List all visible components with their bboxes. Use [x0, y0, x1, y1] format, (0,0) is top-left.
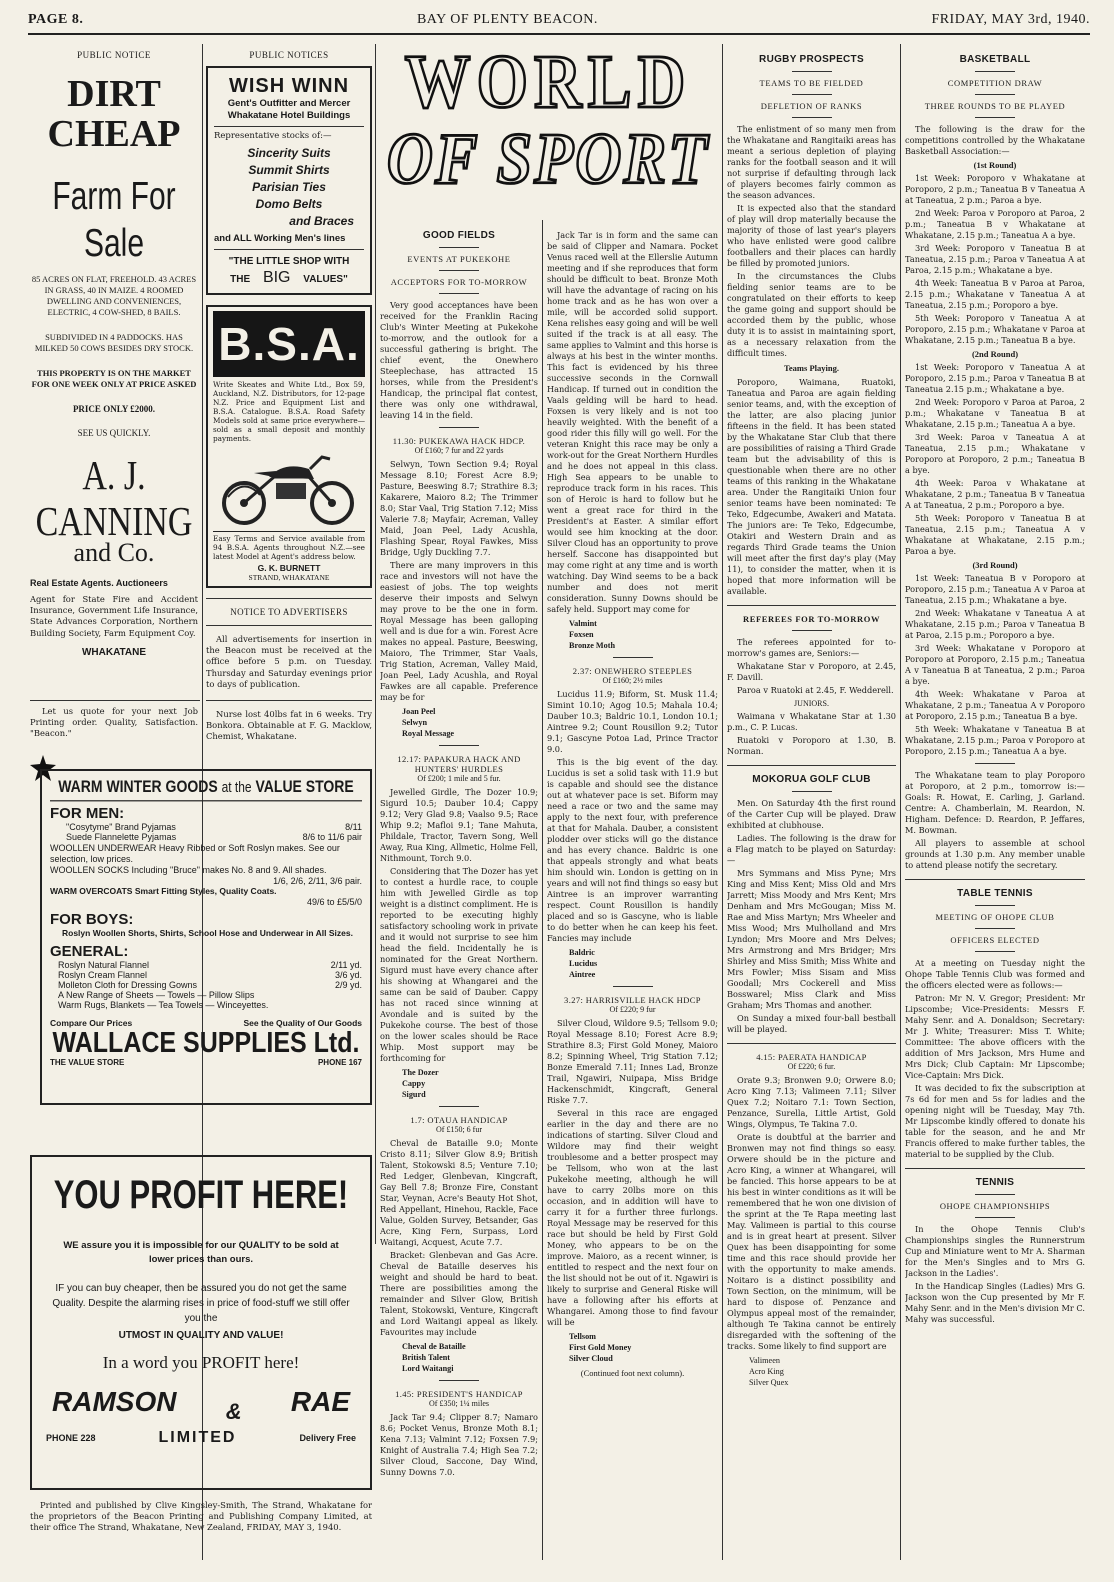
golf-para: On Sunday a mixed four-ball bestball will be played.	[727, 1013, 896, 1034]
ramson-rae-ad	[30, 1155, 372, 1490]
tennis-sub: OHOPE CHAMPIONSHIPS	[939, 1201, 1051, 1211]
table-tennis-sub-1: MEETING OF OHOPE CLUB	[935, 912, 1055, 922]
boys-line: Roslyn Woollen Shorts, Shirts, School Hose and Underwear in All Sizes.	[62, 928, 353, 938]
socks-line: WOOLLEN SOCKS Including "Bruce" makes No. 8 and 9. All shades.	[50, 865, 327, 875]
juniors-heading: JUNIORS.	[794, 699, 829, 708]
referee-line: Whakatane Star v Poroporo, at 2.45, F. Davill.	[727, 661, 896, 682]
race-preview: This is the big event of the day. Lucidus is set a solid task with 11.9 but is capable and should see the distance out at whatever pace is set. Biform may need a race or two and the same may apply to the next four, with preference at that for Mahala. Dauber, a consistent plodder over sticks will go the distance and has every chance. Baldric is one that appeals strongly and what beats him should win. London is getting on in years and will not find things so easy but Aintree is an improver warranting respect. Count Rousillon is handily placed and so is Gascyne, who is liable to do better when he can keep his feet. Fancies may include	[547, 757, 718, 943]
referee-line: Ruatoki v Poroporo at 1.30, B. Norman.	[727, 735, 896, 756]
paddocks-text: SUBDIVIDED IN 4 PADDOCKS. HAS MILKED 50 COWS BESIDES DRY STOCK.	[34, 332, 194, 353]
golf-heading: MOKORUA GOLF CLUB	[752, 774, 871, 785]
fixture: 1st Week: Poroporo v Whakatane at Poroporo, 2 p.m.; Taneatua B v Taneatua A at Taneatua, 2 p.m.; Paroa a bye.	[905, 173, 1085, 205]
race-stake: Of £150; 6 fur	[436, 1125, 482, 1134]
dirt-cheap-ad	[30, 50, 198, 710]
race-preview: Considering that The Dozer has yet to contest a hurdle race, to couple him with Jewelled Girdle as top weight is a distinct compliment. He is reported to be executing highly satisfactory schooling work in private and it would not surprise to see him head the field. Incidentally he is nominated for the Great Northern. Sigurd must have every chance after his showing at Whangarei and the same can be said of Dauber. Cappy has not raced since winning at Avondale and is suited by the Pukekohe course. The best of those on the lower scales should be Race Whip. Most support may be forthcoming for	[380, 866, 538, 1063]
race-field: Selwyn, Town Section 9.4; Royal Message 8.10; Forest Acre 8.9; Pasture, Beeswing 8.7; Strathire 8.3; Kakarere, Maioro 8.2; The Trimmer 8.0; Star Vaal, Trig Station 7.12; Miss Valerie 7.8; Mayfair, Acreman, Valley Maid, Joan Peel, Lady Acushla, Flashing Spear, Royal Fawkes, Miss Bridge, Ugly Duckling 7.7.	[380, 459, 538, 557]
table-tennis-para: At a meeting on Tuesday night the Ohope Table Tennis Club was formed and the officers elected were as follows:—	[905, 958, 1085, 990]
fixture: 3rd Week: Poroporo v Taneatua B at Taneatua, 2.15 p.m.; Paroa v Taneatua A at Paroa, 2.15 p.m.; Whakatane a bye.	[905, 243, 1085, 275]
cheap-heading: CHEAP	[47, 113, 181, 155]
race-picks: Cheval de Bataille British Talent Lord Waitangi	[402, 1342, 466, 1373]
race-picks: Tellsom First Gold Money Silver Cloud	[569, 1332, 632, 1363]
basketball-sub-1: COMPETITION DRAW	[947, 78, 1043, 88]
tennis-heading: TENNIS	[975, 1177, 1015, 1188]
race-title: 12.17: PAPAKURA HACK AND HUNTERS' HURDLES	[397, 754, 521, 774]
fixture: 3rd Week: Paroa v Taneatua A at Taneatua, 2.15 p.m.; Whakatane v Poroporo at Poroporo, 2 p.m.; Taneatua B a bye.	[905, 432, 1085, 475]
masthead-rule	[28, 33, 1090, 35]
sport-column-left	[380, 222, 538, 1572]
pyjamas-line: "Cosytyme" Brand Pyjamas 8/11	[66, 822, 362, 832]
working-lines: and ALL Working Men's lines	[214, 233, 346, 244]
general-heading: GENERAL:	[50, 943, 129, 960]
wallace-name: WALLACE SUPPLIES Ltd.	[52, 1026, 360, 1060]
utmost-text: UTMOST IN QUALITY AND VALUE!	[118, 1330, 284, 1341]
stock-item: Summit Shirts	[248, 163, 330, 177]
underwear-line: WOOLLEN UNDERWEAR Heavy Ribbed or Soft Roslyn makes. See our selection, low prices.	[50, 843, 340, 864]
race-picks: Baldric Lucidus Aintree	[569, 948, 598, 979]
race-stake: Of £160; 2½ miles	[602, 676, 663, 685]
race-field: Jewelled Girdle, The Dozer 10.9; Sigurd 10.5; Dauber 10.4; Cappy 9.12; Very Glad 9.8; Vaalso 9.5; Race Whip 9.2; Mafloi 9.1; Tane Mahuta, Phildale, Tractor, Tavern Song, Well Away, Rua King, Allmetic, Holme Fell, Nithmount, Torch 9.0.	[380, 787, 538, 863]
ramson-rae-logo: RAMSON & RAE	[52, 1386, 350, 1424]
profit-slogan: In a word you PROFIT here!	[102, 1353, 300, 1372]
presidents-preview: Jack Tar is in form and the same can be said of Clipper and Namara. Pocket Venus raced well at the Ellerslie Autumn meeting and if she reproduces that form should be difficult to beat. Bronze Moth will have the advantage of racing on his home track and as he has won over a mile, will be accorded solid support. Kena relishes easy going and will be well suited if the track is at all easy. The same applies to Valmint and this horse is always at his best in the winter months. This fact is evidenced by his three successive seconds in the Cornwall Handicap. If turned out in condition the Vaals gelding will be hard to head. Foxsen is very likely and is not too heavily weighted. With the benefit of a good rider this filly will go well. For the veteran Knight this race may be only a work-out for the Great Northern Hurdles and he does not appeal in this class. High Sea appears to be unable to reproduce track form in his races. This son of Heroic is hard to follow but he went a great race for third in the President's at Easter. A similar effort would see him knocking at the door. Silver Cloud has an opportunity to prove herself. Saccone has disappointed but may come right at any time and is worth watching. Day Wind seems to be a back number and does not merit consideration. Sunny Downs should be safely held. Support may come for	[547, 230, 718, 614]
price-text: PRICE ONLY £2000.	[72, 404, 156, 414]
fixture: 5th Week: Poroporo v Taneatua A at Poroporo, 2.15 p.m.; Whakatane v Paroa at Whakatane, 2.15 p.m.; Taneatua B a bye.	[905, 313, 1085, 345]
job-printing-notice: Let us quote for your next Job Printing order. Quality, Satisfaction. "Beacon."	[30, 706, 198, 739]
rugby-sub-2: DEFLETION OF RANKS	[760, 101, 863, 111]
table-tennis-para: Patron: Mr N. V. Gregor; President: Mr Lipscombe; Vice-Presidents: Messrs F. Mahy Senr. and A. Donaldson; Secretary: Mr J. White; Treasurer: Miss T. White; Committee: The above officers with the addition of Mrs Jackson, Mrs Hume and Mrs Dick; Club Captain: Mr Lipscombe; Vice-Captain: Mrs Dick.	[905, 993, 1085, 1080]
bsa-text: Write Skeates and White Ltd., Box 59, Auckland, N.Z. Distributors, for 12-page N.Z. Price and Equipment List and B.S.A. Catalogue. B.S.A. Road Safety Models sold at same price everywhere—sold as a small deposit and monthly payments.	[213, 380, 365, 443]
dirt-heading: DIRT	[67, 73, 161, 115]
race-field: Lucidus 11.9; Biform, St. Musk 11.4; Simint 10.10; Agog 10.5; Mahala 10.4; Dauber 10.3; Baldric 10.1, London 10.1; Aintree 9.2; Count Rousillon 9.2; Tutor 9.1; Gascyne Potoa Lad, Prince Tractor 9.0.	[547, 689, 718, 754]
stock-item: Domo Belts	[255, 197, 323, 211]
column-divider	[375, 44, 376, 1244]
fixture: 4th Week: Whakatane v Paroa at Whakatane, 2 p.m.; Taneatua A v Poroporo at Poroporo, 2.15 p.m.; Taneatua B a bye.	[905, 689, 1085, 721]
referees-heading: REFEREES FOR TO-MORROW	[742, 614, 881, 624]
public-notices-label: PUBLIC NOTICES	[249, 50, 329, 60]
masthead	[28, 10, 1090, 30]
race-field: Jack Tar 9.4; Clipper 8.7; Namaro 8.6; Pocket Venus, Bronze Moth 8.1; Kena 7.13; Valmint 7.12; Foxsen 7.9; Knight of Australia 7.4; High Sea 7.2; Silver Cloud, Saccone, Day Wind, Sunny Downs 7.0.	[380, 1412, 538, 1477]
race-stake: Of £350; 1¼ miles	[429, 1399, 489, 1408]
cheaper-text: IF you can buy cheaper, then be assured you do not get the same Quality. Despite the alarming rises in price of food-stuff we still offer you the	[52, 1283, 350, 1324]
market-text: THIS PROPERTY IS ON THE MARKET FOR ONE WEEK ONLY AT PRICE ASKED	[31, 368, 197, 389]
race-picks: The Dozer Cappy Sigurd	[402, 1068, 439, 1099]
tennis-para: In the Ohope Tennis Club's Championships singles the Runnerstrum Cup and Miniature went to Mr A. Sharman for the Men's Singles and to Mrs G. Jackson in the Ladies'.	[905, 1224, 1085, 1278]
basketball-heading: BASKETBALL	[959, 54, 1031, 65]
race-picks: Joan Peel Selwyn Royal Message	[402, 707, 455, 738]
paerata-picks: Valimeen Acro King Silver Quex	[749, 1356, 789, 1387]
paerata-heading: 4.15: PAERATA HANDICAP	[756, 1052, 867, 1062]
basketball-tennis-column	[905, 48, 1085, 1568]
race-stake: Of £160; 7 fur and 22 yards	[414, 446, 504, 455]
fixture: 4th Week: Taneatua B v Paroa at Paroa, 2.15 p.m.; Whakatane v Taneatua A at Taneatua, 2.15 p.m.; Poroporo a bye.	[905, 278, 1085, 310]
fixture: 3rd Week: Whakatane v Poroporo at Poroporo at Poroporo, 2.15 p.m.; Taneatua A v Taneatua B at Taneatua, 2 p.m.; Paroa a bye.	[905, 643, 1085, 686]
wish-winn-lines	[214, 145, 364, 230]
round-heading: (3rd Round)	[972, 560, 1018, 570]
bsa-ad	[206, 305, 372, 588]
firm-name: A. J. CANNING	[35, 454, 193, 545]
sport-intro: Very good acceptances have been received for the Franklin Racing Club's Winter Meeting at Pukekohe to-morrow, and the outlook for a successful gathering is bright. The chief event, the Onewhero Steeplechase, has attracted 15 horses, while from the President's Handicap, the principal flat contest, there was only one withdrawal, leaving 14 in the field.	[380, 300, 538, 420]
assure-text: WE assure you it is impossible for our QUALITY to be sold at lower prices than ours.	[63, 1240, 339, 1265]
world-banner-text: WORLD	[404, 40, 692, 125]
fixture: 2nd Week: Poroporo v Paroa at Paroa, 2 p.m.; Whakatane v Taneatua B at Whakatane, 2.15 p.m.; Taneatua A a bye.	[905, 397, 1085, 429]
wallace-box	[40, 769, 372, 1105]
molleton-line: Molleton Cloth for Dressing Gowns 2/9 yd.	[58, 980, 362, 990]
fixture: 2nd Week: Paroa v Poroporo at Paroa, 2 p.m.; Taneatua B v Whakatane at Whakatane, 2.15 p.m.; Taneatua A a bye.	[905, 208, 1085, 240]
fixture: 1st Week: Taneatua B v Poroporo at Poroporo, 2.15 p.m.; Taneatua A v Paroa at Taneatua, 2.15 p.m.; Whakatane a bye.	[905, 573, 1085, 605]
referee-line: Waimana v Whakatane Star at 1.30 p.m., C. P. Lucas.	[727, 711, 896, 732]
advertisers-heading: NOTICE TO ADVERTISERS	[230, 607, 348, 617]
overcoats-price: 49/6 to £5/5/0	[306, 897, 362, 907]
fixture: 1st Week: Poroporo v Taneatua A at Poroporo, 2.15 p.m.; Paroa v Taneatua B at Taneatua 2.15 p.m.; Whakatane a bye.	[905, 362, 1085, 394]
column-two-ads	[206, 50, 372, 850]
issue-date: FRIDAY, MAY 3rd, 1940.	[931, 12, 1090, 27]
table-tennis-heading: TABLE TENNIS	[957, 888, 1033, 899]
compare-line: Compare Our Prices See the Quality of Our Goods	[50, 1018, 362, 1028]
tennis-para: In the Handicap Singles (Ladies) Mrs G. Jackson won the Cup presented by Mr F. Mahy Senr. and in the Men's division Mr C. Mahy was successful.	[905, 1281, 1085, 1324]
town-name: WHAKATANE	[81, 646, 147, 658]
race-field: Cheval de Bataille 9.0; Monte Cristo 8.11; Silver Glow 8.9; British Talent, Stokowski 8.5; Venture 7.10; Red Ledger, Glenbevan, Kingcraft, Gay Bell 7.8; Bronze Fire, Constant Star, Veynan, Acre's Beauty Hot Shot, Red Appellant, Hinehou, Rackle, Face Value, Golden Survey, Betsander, Gas Acre, King Fern, Surpass, Lord Waitangi, Acquest, Acute 7.7.	[380, 1138, 538, 1247]
referee-line: Paroa v Ruatoki at 2.45, F. Wedderell.	[737, 685, 894, 695]
race-preview: There are many improvers in this race and investors will not have the easiest of jobs. The top weights deserve their imposts and Selwyn may prove to be the one in form. Royal Message has been galloping well and is due for a win. Forest Acre makes no appeal. Pasture, Beeswing, Maioro, The Trimmer, Star Vaals, Trig Station, Acreman, Valley Maid, Joan Peel, Lady Acushla, and Royal Fawkes are all capable. Preference may be for	[380, 560, 538, 702]
ramson-footer: PHONE 228 LIMITED Delivery Free	[46, 1429, 356, 1446]
paper-title: BAY OF PLENTY BEACON.	[416, 12, 598, 27]
page-number: PAGE 8.	[28, 12, 84, 27]
see-us-text: SEE US QUICKLY.	[77, 428, 151, 438]
rugby-sub-1: TEAMS TO BE FIELDED	[759, 78, 864, 88]
overcoats-line: WARM OVERCOATS Smart Fitting Styles, Quality Coats.	[50, 886, 277, 896]
bsa-agent: G. K. BURNETT	[257, 563, 321, 573]
table-tennis-para: It was decided to fix the subscription at 7s 6d for men and 5s for ladies and the opening night will be Tuesday, May 7th. Mr Lipscombe kindly offered to donate his table for the season, and he and Mr Francis offered to make further tables, the material to be supplied by the Club.	[905, 1083, 1085, 1159]
fixture: 2nd Week: Whakatane v Taneatua A at Whakatane, 2.15 p.m.; Paroa v Taneatua B at Paroa, 2.15 p.m.; Poroporo a bye.	[905, 608, 1085, 640]
agency-text: Agent for State Fire and Accident Insurance, Government Life Insurance, State Advances Corporation, Northern Building Society, Farm Equipment Coy.	[30, 594, 198, 638]
assemble-notice: All players to assemble at school grounds at 1.30 p.m. Any member unable to attend please notify the secretary.	[905, 838, 1085, 870]
teams-playing-heading: Teams Playing.	[784, 363, 839, 373]
race-title: 1.7: OTAUA HANDICAP	[410, 1115, 508, 1125]
nurse-notice: Nurse lost 40lbs fat in 6 weeks. Try Bonkora. Obtainable at F. G. Macklow, Chemist, Whakatane.	[206, 709, 372, 742]
fixture: 5th Week: Whakatane v Taneatua B at Whakatane, 2.15 p.m.; Paroa v Poroporo at Poroporo, 2.15 p.m.; Taneatua A a bye.	[905, 724, 1085, 756]
race-title: 11.30: PUKEKAWA HACK HDCP.	[392, 436, 526, 446]
acceptors-subheading: ACCEPTORS FOR TO-MORROW	[390, 277, 528, 287]
basketball-intro: The following is the draw for the competitions controlled by the Whakatane Basketball Association:—	[905, 124, 1085, 156]
race-stake: Of £200; 1 mile and 5 fur.	[417, 774, 501, 783]
referees-intro: The referees appointed for to-morrow's games are, Seniors:—	[727, 637, 896, 658]
wish-winn-ad	[206, 66, 372, 295]
round-heading: (1st Round)	[973, 160, 1017, 170]
stock-item: Parisian Ties	[252, 180, 326, 194]
for-boys-heading: FOR BOYS:	[50, 911, 134, 928]
wish-winn-name: WISH WINN	[228, 75, 350, 97]
stock-item: and Braces	[289, 214, 354, 228]
fixture: 5th Week: Poroporo v Taneatua B at Taneatua, 2.15 p.m.; Taneatua A v Whakatane at Whakatane, 2.15 p.m.; Paroa a bye.	[905, 513, 1085, 556]
imprint: Printed and published by Clive Kingsley-Smith, The Strand, Whakatane for the proprietors of the Beacon Printing and Publishing Company Limited, at their office The Strand, Whakatane, New Zealand, FRIDAY, MAY 3, 1940.	[30, 1500, 372, 1533]
flannel-line: Roslyn Natural Flannel 2/11 yd.	[58, 960, 362, 970]
column-divider	[542, 220, 543, 1560]
agents-line: Real Estate Agents. Auctioneers	[30, 578, 168, 588]
rugby-golf-column	[727, 48, 896, 1568]
table-tennis-sub-2: OFFICERS ELECTED	[950, 935, 1040, 945]
profit-heading: YOU PROFIT HERE!	[53, 1171, 349, 1218]
good-fields-heading: GOOD FIELDS	[422, 230, 496, 241]
race-title: 1.45: PRESIDENT'S HANDICAP	[395, 1389, 523, 1399]
winter-goods-heading: WARM WINTER GOODS at the VALUE STORE	[50, 773, 362, 802]
sheets-line: A New Range of Sheets — Towels — Pillow Slips	[58, 990, 255, 1000]
golf-para: Men. On Saturday 4th the first round of the Carter Cup will be played. Draw exhibited at clubhouse.	[727, 798, 896, 830]
public-notice-label: PUBLIC NOTICE	[77, 50, 151, 60]
rugby-heading: RUGBY PROSPECTS	[759, 54, 864, 65]
golf-para: Ladies. The following is the draw for a Flag match to be played on Saturday:—	[727, 833, 896, 865]
round-heading: (2nd Round)	[971, 349, 1019, 359]
team-list: The Whakatane team to play Poroporo at Poroporo, at 2 p.m., tomorrow is:—Goals: R. Howat, E. Carling, J. Garland. Centre: A. Chamberlain, M. Reardon, N. Higham. Defence: D. Reardon, P. Jeffares, M. Bowman.	[905, 770, 1085, 835]
advertisers-text: All advertisements for insertion in the Beacon must be received at the office before 5 p.m. on Tuesday. Thursday and Saturday evenings prior to days of publication.	[206, 634, 372, 689]
paerata-preview: Orate is doubtful at the barrier and Bronwen may not find things so easy. Orwere should be in the picture and Acro King, a winner at Whangarei, will be fancied. This horse appears to be at his best in winter conditions as it will be remembered that he won one division of the sprint at the Te Rapa meeting last May. Valimeen is partial to this course and is in great heart at present. Silver Quex has been disappointing for some time and this race should provide her with the opportunity to make amends. Noitaro is a distinct possibility and Town Section, on the minimum, will be hard to dispose of. Penzance and Olympus appeal most of the remainder, although Te Takina cannot be entirely disregarded with the softening of the tracks. Some likely to find support are	[727, 1132, 896, 1351]
rugby-para: The enlistment of so many men from the Whakatane and Rangitaiki areas has meant a serious depletion of playing ranks for the football season and it will not surprise if defaulting through lack of players becomes fairly common as the season advances.	[727, 124, 896, 200]
rugby-para: In the circumstances the Clubs fielding senior teams are to be congratulated on their efforts to keep the game going and support should be accorded them by the public, whose duty it is to assist in maintaining sport, as a necessary relaxation from the difficult times.	[727, 271, 896, 358]
flannel-line: Roslyn Cream Flannel 3/6 yd.	[58, 970, 362, 980]
motorcycle-icon	[214, 447, 364, 527]
stock-item: Sincerity Suits	[247, 146, 331, 160]
farm-description: 85 ACRES ON FLAT, FREEHOLD. 43 ACRES IN GRASS, 40 IN MAIZE. 4 ROOMED DWELLING AND CONVENIENCES, ELECTRIC, 4 COW-SHED, 8 BAILS.	[31, 274, 197, 317]
world-of-sport-banner	[378, 40, 718, 220]
race-preview: Bracket: Glenbevan and Gas Acre. Cheval de Bataille deserves his weight and should be hard to beat. There are possibilities among the remainder and Silver Glow, British Talent, Stokowski, Venture, Kingcraft and Lord Waitangi appeal as likely. Favourites may include	[380, 1250, 538, 1337]
race-field: Silver Cloud, Wildore 9.5; Tellsom 9.0; Royal Message 8.10; Forest Acre 8.9; Strathire 8.3; First Gold Money, Maioro 8.2; Spinning Wheel, Trig Station 7.12; Bonze Emerald 7.11; Innes Lad, Bronze Trail, Ngawiri, Nuipapa, Miss Bridge Hackenschmidt, Kingcraft, General Riske 7.7.	[547, 1018, 718, 1105]
paerata-field: Orate 9.3; Bronwen 9.0; Orwere 8.0; Acro King 7.13; Valimeen 7.11; Silver Quex 7.2; Noitaro 7.1: Town Section, Penzance, Surella, Little Artist, Gold Wings, Olympus, Te Takina 7.0.	[727, 1075, 896, 1129]
fixture: 4th Week: Paroa v Whakatane at Whakatane, 2 p.m.; Taneatua B v Taneatua A at Taneatua, 2 p.m.; Poroporo a bye.	[905, 478, 1085, 510]
rugby-para: It is expected also that the standard of play will drop materially because the majority of those of last year's players who have enlisted were good calibre footballers and their places can hardly be filled by promoted juniors.	[727, 203, 896, 268]
section-rule	[30, 700, 200, 701]
paerata-stake: Of £220; 6 fur.	[787, 1062, 836, 1071]
for-men-heading: FOR MEN:	[50, 805, 125, 822]
store-line: THE VALUE STORE PHONE 167	[50, 1058, 362, 1067]
shop-slogan-2: THE BIG VALUES"	[230, 269, 348, 286]
wish-winn-rep: Representative stocks of:—	[214, 131, 332, 141]
events-subheading: EVENTS AT PUKEKOHE	[407, 254, 511, 264]
wallace-supplies-ad	[30, 755, 372, 1105]
column-divider	[722, 44, 723, 1560]
firm-and-co: and Co.	[73, 538, 155, 567]
golf-para: Mrs Symmans and Miss Pyne; Mrs King and Miss Kent; Miss Old and Mrs Jarrett; Miss Moody and Mrs Kent; Mrs Denham and Mrs McGougan; Miss M. Rae and Miss Martyn; Mrs Wheeler and Miss Wood; Mrs Mulholland and Mrs Lyndon; Mrs Moore and Mrs Delves; Mrs Armstrong and Mrs Bridger; Mrs Shirley and Miss Smith; Miss White and Mrs Fowler; Miss Sisam and Miss Goodall; Mrs Cockerell and Miss Bosswarel; Miss Clark and Miss Graham; Mrs Thomas and another.	[727, 868, 896, 1010]
socks-price: 1/6, 2/6, 2/11, 3/6 pair.	[273, 876, 362, 886]
bsa-address: STRAND, WHAKATANE	[248, 573, 330, 582]
pyjamas-line: Suede Flannelette Pyjamas 8/6 to 11/6 pair	[66, 832, 362, 842]
sport-banner-text: OF SPORT	[386, 117, 710, 200]
rugby-para: Poroporo, Waimana, Ruatoki, Taneatua and Paroa are again fielding senior teams, and, with the exception of the latter, are also placing junior fifteens in the field. It has been stated by the Whakatane Star Club that there are possibilities of raising a Third Grade team but the advisability of this is questionable when there are no other teams of this ranking in the Whakatane area. Under the Rangitaiki Union four senior teams have been nominated: Te Teko, Edgecumbe, Awakeri and Matata. The juniors are: Te Teko, Edgecumbe, Otakiri and Western Drain and as regards Third Grade teams the Union will meet after the first day's play (May 11), to consider the matter, when it is hoped that more information will be available.	[727, 377, 896, 596]
continued-note: (Continued foot next column).	[580, 1368, 685, 1378]
bsa-service: Easy Terms and Service available from 94 B.S.A. Agents throughout N.Z.—see latest Model at Agent's address below.	[213, 531, 365, 561]
shop-slogan-1: "THE LITTLE SHOP WITH	[228, 256, 350, 267]
column-divider	[900, 44, 901, 1560]
farm-for-sale-heading: Farm For Sale	[52, 175, 176, 265]
rugs-line: Warm Rugs, Blankets — Tea Towels — Winceyettes.	[58, 1000, 269, 1010]
race-picks: Valmint Foxsen Bronze Moth	[569, 619, 616, 650]
basketball-sub-2: THREE ROUNDS TO BE PLAYED	[924, 101, 1066, 111]
race-stake: Of £220; 9 fur	[609, 1005, 656, 1014]
race-title: 2.37: ONEWHERO STEEPLES	[572, 666, 693, 676]
bsa-logo: B.S.A.	[213, 311, 365, 377]
race-preview: Several in this race are engaged earlier in the day and there are no indications of starting. Silver Cloud and Wildore may find their weight troublesome and a better prospect may be Tellsom, who won at the last Pukekohe meeting, although he will have to carry 20lbs more on this occasion, and in addition will have to carry it for a further three furlongs. Royal Message may be reserved for this race but should be held by First Gold Money, who appears to be on the improve. Maioro, as a recent winner, is entitled to respect and the next four on the list should not be out of it. Ngawiri is likely to surprise and General Riske will have a following after his efforts at Whangarei. Among those to find favour will be	[547, 1108, 718, 1327]
wish-winn-sub: Gent's Outfitter and Mercer Whakatane Hotel Buildings	[227, 98, 351, 121]
sport-column-right	[547, 222, 718, 1572]
race-title: 3.27: HARRISVILLE HACK HDCP	[564, 995, 701, 1005]
